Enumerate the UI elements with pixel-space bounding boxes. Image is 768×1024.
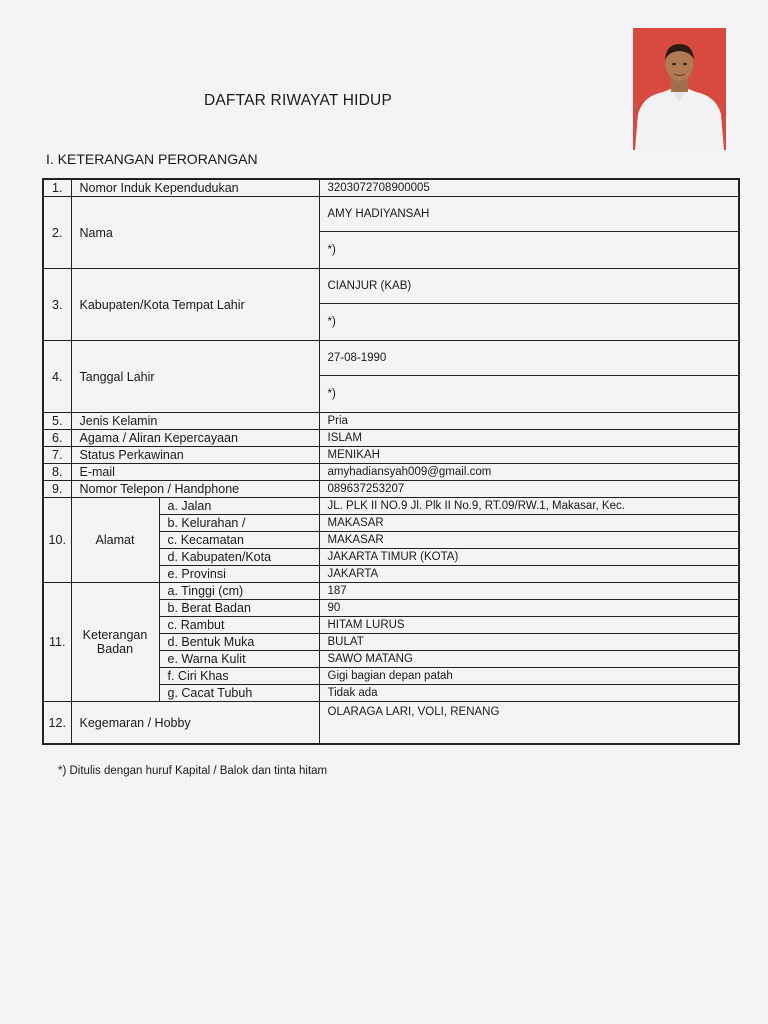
row-number: 4. <box>43 341 71 413</box>
field-label: E-mail <box>71 464 319 481</box>
table-row <box>43 269 739 304</box>
row-number: 1. <box>43 179 71 197</box>
row-number: 5. <box>43 413 71 430</box>
row-number: 2. <box>43 197 71 269</box>
height-value: 187 <box>319 583 739 600</box>
weight-value: 90 <box>319 600 739 617</box>
table-row <box>43 464 739 481</box>
regency-value: JAKARTA TIMUR (KOTA) <box>319 549 739 566</box>
table-row <box>43 447 739 464</box>
row-number: 6. <box>43 430 71 447</box>
field-label: Status Perkawinan <box>71 447 319 464</box>
face-shape-value: BULAT <box>319 634 739 651</box>
religion-value: ISLAM <box>319 430 739 447</box>
email-value: amyhadiansyah009@gmail.com <box>319 464 739 481</box>
sub-field-label: a. Jalan <box>159 498 319 515</box>
birthdate-value: 27-08-1990 <box>319 341 739 376</box>
sub-field-label: f. Ciri Khas <box>159 668 319 685</box>
marital-status-value: MENIKAH <box>319 447 739 464</box>
footnote: *) Ditulis dengan huruf Kapital / Balok dan tinta hitam <box>58 765 328 777</box>
row-number: 12. <box>43 702 71 745</box>
name-note: *) <box>319 232 739 269</box>
body-group-label: Keterangan Badan <box>71 583 159 702</box>
hobby-value: OLARAGA LARI, VOLI, RENANG <box>319 702 739 745</box>
district-value: MAKASAR <box>319 532 739 549</box>
field-label: Jenis Kelamin <box>71 413 319 430</box>
birthplace-value: CIANJUR (KAB) <box>319 269 739 304</box>
table-row <box>43 197 739 232</box>
row-number: 9. <box>43 481 71 498</box>
sub-field-label: a. Tinggi (cm) <box>159 583 319 600</box>
street-value: JL. PLK II NO.9 Jl. Plk II No.9, RT.09/RW.1, Makasar, Kec. <box>319 498 739 515</box>
sub-field-label: b. Berat Badan <box>159 600 319 617</box>
table-row <box>43 583 739 600</box>
field-label: Agama / Aliran Kepercayaan <box>71 430 319 447</box>
name-value: AMY HADIYANSAH <box>319 197 739 232</box>
distinctive-feature-value: Gigi bagian depan patah <box>319 668 739 685</box>
biodata-table <box>42 178 740 745</box>
row-number: 3. <box>43 269 71 341</box>
sub-field-label: e. Provinsi <box>159 566 319 583</box>
table-row <box>43 702 739 745</box>
field-label: Nomor Telepon / Handphone <box>71 481 319 498</box>
field-label: Kabupaten/Kota Tempat Lahir <box>71 269 319 341</box>
nik-value: 3203072708900005 <box>319 179 739 197</box>
sub-field-label: g. Cacat Tubuh <box>159 685 319 702</box>
section-title: I. KETERANGAN PERORANGAN <box>46 151 258 167</box>
field-label: Kegemaran / Hobby <box>71 702 319 745</box>
sub-field-label: e. Warna Kulit <box>159 651 319 668</box>
document-title: DAFTAR RIWAYAT HIDUP <box>204 92 392 109</box>
row-number: 7. <box>43 447 71 464</box>
sub-field-label: b. Kelurahan / <box>159 515 319 532</box>
table-row <box>43 413 739 430</box>
sub-field-label: d. Bentuk Muka <box>159 634 319 651</box>
phone-value: 089637253207 <box>319 481 739 498</box>
birthplace-note: *) <box>319 304 739 341</box>
table-row <box>43 179 739 197</box>
field-label: Nama <box>71 197 319 269</box>
table-row <box>43 481 739 498</box>
row-number: 8. <box>43 464 71 481</box>
field-label: Tanggal Lahir <box>71 341 319 413</box>
disability-value: Tidak ada <box>319 685 739 702</box>
table-row <box>43 430 739 447</box>
table-row <box>43 498 739 515</box>
row-number: 11. <box>43 583 71 702</box>
sub-field-label: c. Kecamatan <box>159 532 319 549</box>
address-group-label: Alamat <box>71 498 159 583</box>
person-silhouette-icon <box>633 28 726 150</box>
birthdate-note: *) <box>319 376 739 413</box>
province-value: JAKARTA <box>319 566 739 583</box>
sub-field-label: d. Kabupaten/Kota <box>159 549 319 566</box>
field-label: Nomor Induk Kependudukan <box>71 179 319 197</box>
village-value: MAKASAR <box>319 515 739 532</box>
gender-value: Pria <box>319 413 739 430</box>
profile-photo <box>633 28 726 150</box>
row-number: 10. <box>43 498 71 583</box>
table-row <box>43 341 739 376</box>
skin-color-value: SAWO MATANG <box>319 651 739 668</box>
sub-field-label: c. Rambut <box>159 617 319 634</box>
hair-value: HITAM LURUS <box>319 617 739 634</box>
